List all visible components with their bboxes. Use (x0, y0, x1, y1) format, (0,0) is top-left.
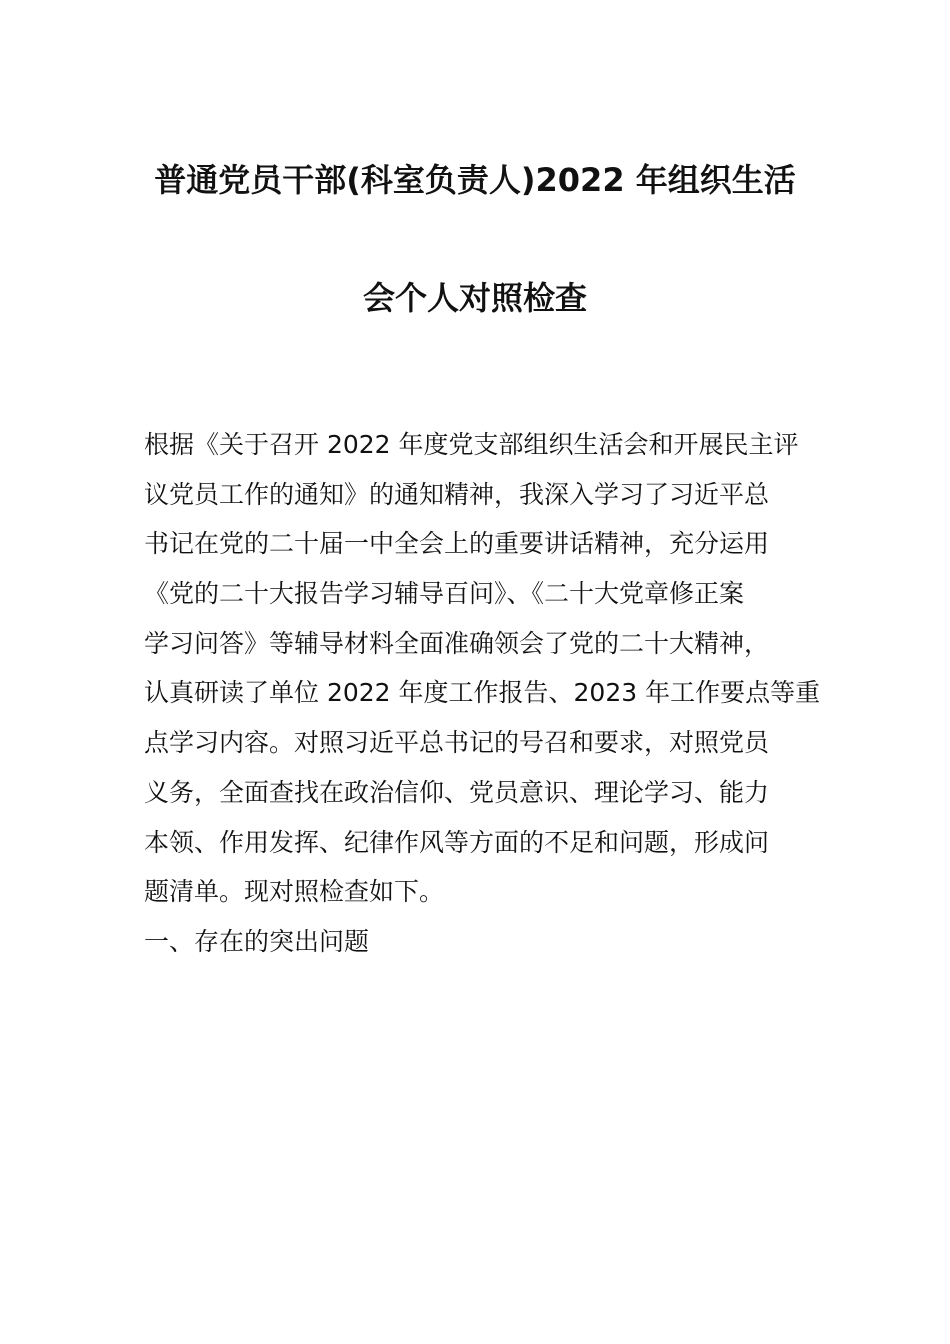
section-heading: 一、存在的突出问题 (144, 926, 370, 956)
document-body (144, 420, 821, 967)
paragraph-line: 学习问答》等辅导材料全面准确领会了党的二十大精神， (144, 628, 770, 658)
paragraph-line: 义务，全面查找在政治信仰、党员意识、理论学习、能力 (144, 777, 770, 807)
paragraph-line: 《党的二十大报告学习辅导百问》、《二十大党章修正案 (144, 579, 745, 609)
paragraph-line: 本领、作用发挥、纪律作风等方面的不足和问题，形成问 (144, 827, 770, 857)
paragraph-line: 题清单。现对照检查如下。 (144, 877, 445, 907)
document-title-line-2: 会个人对照检查 (362, 279, 587, 317)
paragraph-line: 根据《关于召开 2022 年度党支部组织生活会和开展民主评 (144, 430, 799, 459)
document-title-line-1: 普通党员干部(科室负责人)2022 年组织生活 (154, 161, 796, 199)
paragraph-line: 书记在党的二十届一中全会上的重要讲话精神，充分运用 (144, 529, 770, 559)
paragraph-line: 议党员工作的通知》的通知精神，我深入学习了习近平总 (144, 479, 770, 509)
paragraph-line: 认真研读了单位 2022 年度工作报告、2023 年工作要点等重 (144, 678, 821, 708)
paragraph-line: 点学习内容。对照习近平总书记的号召和要求，对照党员 (144, 728, 770, 758)
